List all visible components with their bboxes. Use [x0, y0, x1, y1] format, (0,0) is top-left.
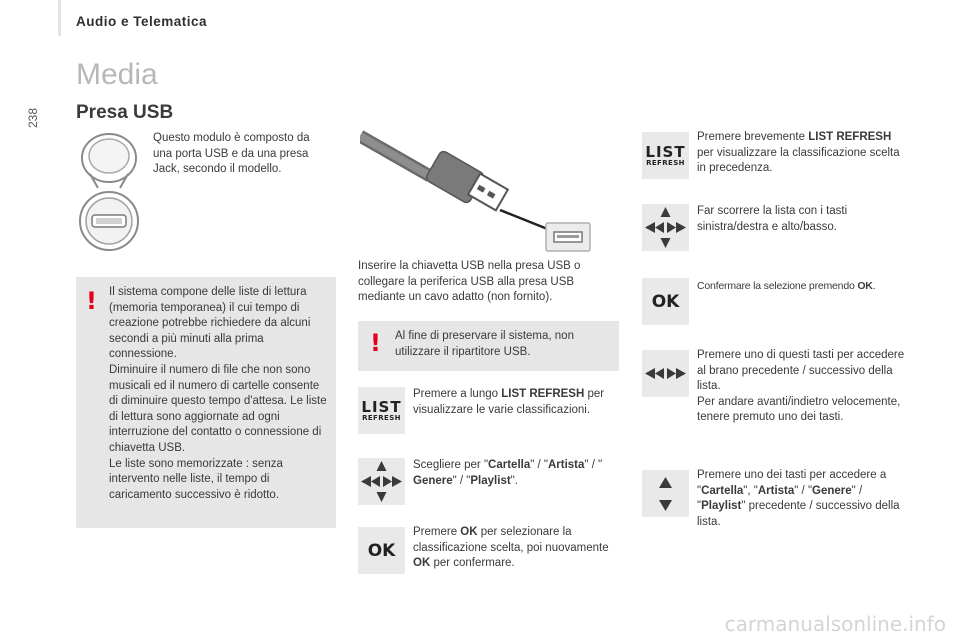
folder-m2: " / ": [794, 484, 813, 497]
choose-m2: " / ": [584, 459, 603, 471]
folder-m3: " / ": [697, 484, 863, 513]
refresh-label: REFRESH: [646, 158, 685, 167]
choose-b2: Artista: [547, 459, 585, 471]
page-number-wrap: [26, 88, 40, 128]
arrow-keys-button[interactable]: [358, 458, 405, 505]
header-divider: [58, 0, 61, 36]
list-refresh-button[interactable]: [358, 387, 405, 434]
choose-b4: Playlist: [470, 474, 511, 487]
choose-b3: Genere: [413, 474, 453, 487]
track-text: [697, 348, 907, 426]
long-press-bold: LIST REFRESH: [501, 388, 585, 400]
short-pre: Premere brevemente: [697, 131, 809, 143]
page-title: Media: [76, 58, 158, 91]
ok-b2: OK: [413, 557, 431, 570]
usb-hub-warning-box: [358, 321, 619, 371]
ok-confirm-button[interactable]: OK: [642, 278, 689, 325]
usb-hub-warning-text: Al fine di preservare il sistema, non utilizzare il ripartitore USB.: [395, 330, 574, 358]
folder-text: [697, 468, 907, 530]
choose-classification-text: [413, 458, 621, 489]
list-label: LIST: [361, 397, 402, 416]
folder-m1: ", ": [743, 484, 758, 497]
usb-port-illustration: [76, 128, 142, 254]
confirm-post: .: [872, 280, 876, 292]
watermark-text: carmanualsonline.info: [724, 612, 946, 636]
scroll-text: Far scorrere la lista con i tasti sinistra/destra e alto/basso.: [697, 205, 848, 233]
playlist-warning-box: [76, 277, 336, 528]
warning-text: [109, 285, 327, 503]
page-number: 238: [26, 107, 40, 128]
ok-press-text: [413, 525, 613, 572]
scroll-arrow-keys-button[interactable]: [642, 204, 689, 251]
folder-post: " precedente / successivo della lista.: [697, 500, 900, 528]
list-label: LIST: [645, 142, 686, 161]
page-subtitle: Presa USB: [76, 102, 174, 123]
refresh-label: REFRESH: [362, 413, 401, 422]
folder-pre: Premere uno dei tasti per accedere a ": [697, 469, 887, 497]
folder-b3: Genere: [812, 484, 852, 497]
ok-button[interactable]: OK: [358, 527, 405, 574]
track-text-2: Per andare avanti/indietro velocemente, tenere premuto uno dei tasti.: [697, 395, 901, 424]
list-refresh-button-short[interactable]: [642, 132, 689, 179]
choose-m3: " / ": [452, 474, 471, 487]
track-text-1: Premere uno di questi tasti per accedere al brano precedente / successivo della lista.: [697, 349, 905, 393]
ok-b1: OK: [460, 526, 478, 538]
warning-icon: !: [86, 287, 97, 315]
warning-paragraph-1: Il sistema compone delle liste di lettura (memoria temporanea) il cui tempo di creazione potrebbe richiedere da alcuni secondi a più minuti alla prima connessione.: [109, 286, 311, 361]
confirm-text: [697, 279, 917, 295]
warning-icon-hub: !: [370, 329, 381, 357]
folder-b4: Playlist: [701, 500, 742, 513]
confirm-bold: OK: [857, 280, 873, 292]
long-press-post: per visualizzare le varie classificazioni.: [413, 388, 605, 416]
short-bold: LIST REFRESH: [808, 131, 892, 143]
intro-text: Questo modulo è composto da una porta USB e da una presa Jack, secondo il modello.: [153, 132, 310, 176]
ok-mid: per selezionare la classificazione scelta, poi nuovamente: [413, 526, 609, 554]
choose-b1: Cartella: [488, 459, 531, 471]
warning-paragraph-2: Diminuire il numero di file che non sono musicali ed il numero di cartelle consente di diminuire questo tempo d'attesa. Le liste di lettura sono aggiornate ad ogni interruzione del contatto o connessione di chiavetta USB.: [109, 363, 327, 454]
section-title: Audio e Telematica: [76, 14, 208, 29]
confirm-pre: Confermare la selezione premendo: [697, 280, 858, 292]
folder-arrow-keys-button[interactable]: [642, 470, 689, 517]
usb-insert-text: Inserire la chiavetta USB nella presa USB o collegare la periferica USB alla presa USB mediante un cavo adatto (non fornito).: [358, 260, 581, 304]
usb-stick-illustration: [360, 128, 594, 254]
warning-paragraph-3: Le liste sono memorizzate : senza intervento nelle liste, il tempo di caricamento successivo è ridotto.: [109, 457, 283, 501]
choose-pre: Scegliere per ": [413, 459, 489, 471]
folder-b2: Artista: [757, 484, 795, 497]
choose-m1: " / ": [530, 459, 548, 471]
long-press-text: [413, 387, 621, 418]
short-press-text: [697, 130, 907, 177]
long-press-pre: Premere a lungo: [413, 388, 502, 400]
track-arrow-keys-button[interactable]: [642, 350, 689, 397]
short-post: per visualizzare la classificazione scelta in precedenza.: [697, 146, 900, 175]
ok-pre: Premere: [413, 526, 461, 538]
folder-b1: Cartella: [701, 484, 744, 497]
choose-post: ".: [510, 474, 518, 487]
ok-post: per confermare.: [430, 557, 515, 570]
